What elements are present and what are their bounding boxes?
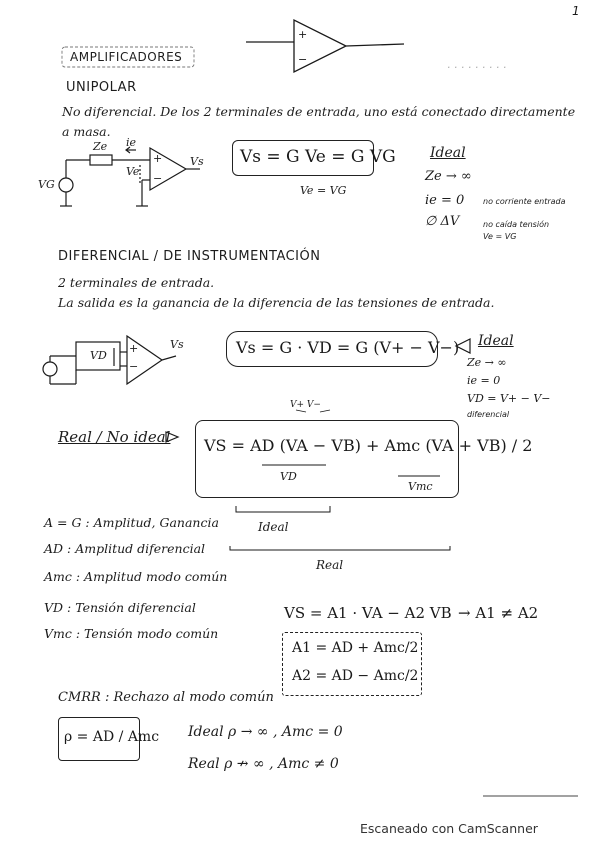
- ideal-item-note: no corriente entrada: [483, 197, 566, 206]
- opamp-symbol-header: [246, 20, 404, 72]
- tick-mark: [296, 410, 306, 412]
- page-number: 1: [572, 4, 580, 18]
- vs-equation: VS = A1 · VA − A2 VB: [284, 604, 452, 622]
- tick-mark: [320, 410, 330, 412]
- ideal-item-note: no caída tensión: [483, 220, 550, 229]
- ideal-item: ie = 0: [425, 193, 465, 208]
- vg-label: VG: [38, 178, 55, 191]
- minus-sign: −: [129, 360, 139, 373]
- a1-equation: A1 = AD + Amc/2: [292, 640, 419, 656]
- svg-text:+: +: [298, 28, 308, 41]
- ideal-item: ie = 0: [467, 374, 501, 387]
- unipolar-heading: UNIPOLAR: [66, 80, 137, 95]
- ie-label: ie: [126, 136, 137, 149]
- rho-equation: ρ = AD / Amc: [64, 729, 160, 745]
- diferencial-circuit: [43, 336, 176, 384]
- cmrr-ideal-line: Ideal ρ → ∞ , Amc = 0: [188, 724, 343, 740]
- definition-item: Amc : Amplitud modo común: [44, 569, 228, 584]
- footer-watermark: Escaneado con CamScanner: [360, 821, 538, 836]
- ideal-note: diferencial: [467, 410, 510, 419]
- page-title: AMPLIFICADORES: [70, 50, 183, 64]
- unipolar-text-line2: a masa.: [62, 124, 111, 139]
- cmrr-label: CMRR : Rechazo al modo común: [58, 690, 274, 705]
- brace-ideal-label: Ideal: [258, 520, 289, 534]
- diferencial-ideal-heading: Ideal: [478, 333, 514, 349]
- minus-sign: −: [153, 172, 163, 185]
- ve-label: Ve: [126, 165, 140, 178]
- definition-item: VD : Tensión diferencial: [44, 600, 196, 615]
- ideal-item: VD = V+ − V−: [467, 392, 551, 405]
- ideal-last-note: Ve = VG: [483, 232, 517, 241]
- diferencial-text-line2: La salida es la ganancia de la diferencia de las tensiones de entrada.: [58, 295, 495, 310]
- ze-label: Ze: [93, 140, 108, 153]
- unipolar-text-line1: No diferencial. De los 2 terminales de entrada, uno está conectado directamente: [62, 104, 576, 119]
- vd-underlabel: VD: [280, 470, 297, 483]
- vs-result: → A1 ≠ A2: [458, 604, 539, 622]
- definition-item: A = G : Amplitud, Ganancia: [44, 515, 219, 530]
- unipolar-ideal-heading: Ideal: [430, 145, 466, 161]
- vs-label: Vs: [190, 155, 204, 168]
- ideal-item: ∅ ΔV: [425, 214, 460, 229]
- diferencial-text-line1: 2 terminales de entrada.: [58, 275, 215, 290]
- a2-equation: A2 = AD − Amc/2: [292, 668, 419, 684]
- vmc-underlabel: Vmc: [408, 480, 433, 493]
- diferencial-heading: DIFERENCIAL / DE INSTRUMENTACIÓN: [58, 249, 321, 264]
- vd-label: VD: [90, 349, 107, 362]
- unipolar-equation: Vs = G Ve = G VG: [240, 147, 396, 167]
- real-brace: [230, 546, 450, 550]
- diferencial-equation: Vs = G · VD = G (V+ − V−): [236, 338, 460, 357]
- definition-item: Vmc : Tensión modo común: [44, 626, 219, 641]
- ideal-item: Ze → ∞: [425, 169, 472, 184]
- cmrr-real-line: Real ρ ↛ ∞ , Amc ≠ 0: [188, 756, 339, 772]
- vs-label: Vs: [170, 338, 184, 351]
- faint-header: . . . . . . . . .: [447, 58, 507, 71]
- svg-text:−: −: [298, 53, 308, 66]
- ideal-item: Ze → ∞: [467, 356, 507, 369]
- real-top-labels: V+ V−: [290, 400, 321, 410]
- definition-item: AD : Amplitud diferencial: [44, 541, 206, 556]
- plus-sign: +: [153, 152, 163, 165]
- ideal-brace: [236, 506, 330, 512]
- brace-real-label: Real: [316, 558, 344, 572]
- unipolar-equation-note: Ve = VG: [300, 184, 347, 197]
- plus-sign: +: [129, 342, 139, 355]
- real-label: Real / No ideal: [58, 428, 171, 446]
- real-equation: VS = AD (VA − VB) + Amc (VA + VB) / 2: [204, 436, 533, 455]
